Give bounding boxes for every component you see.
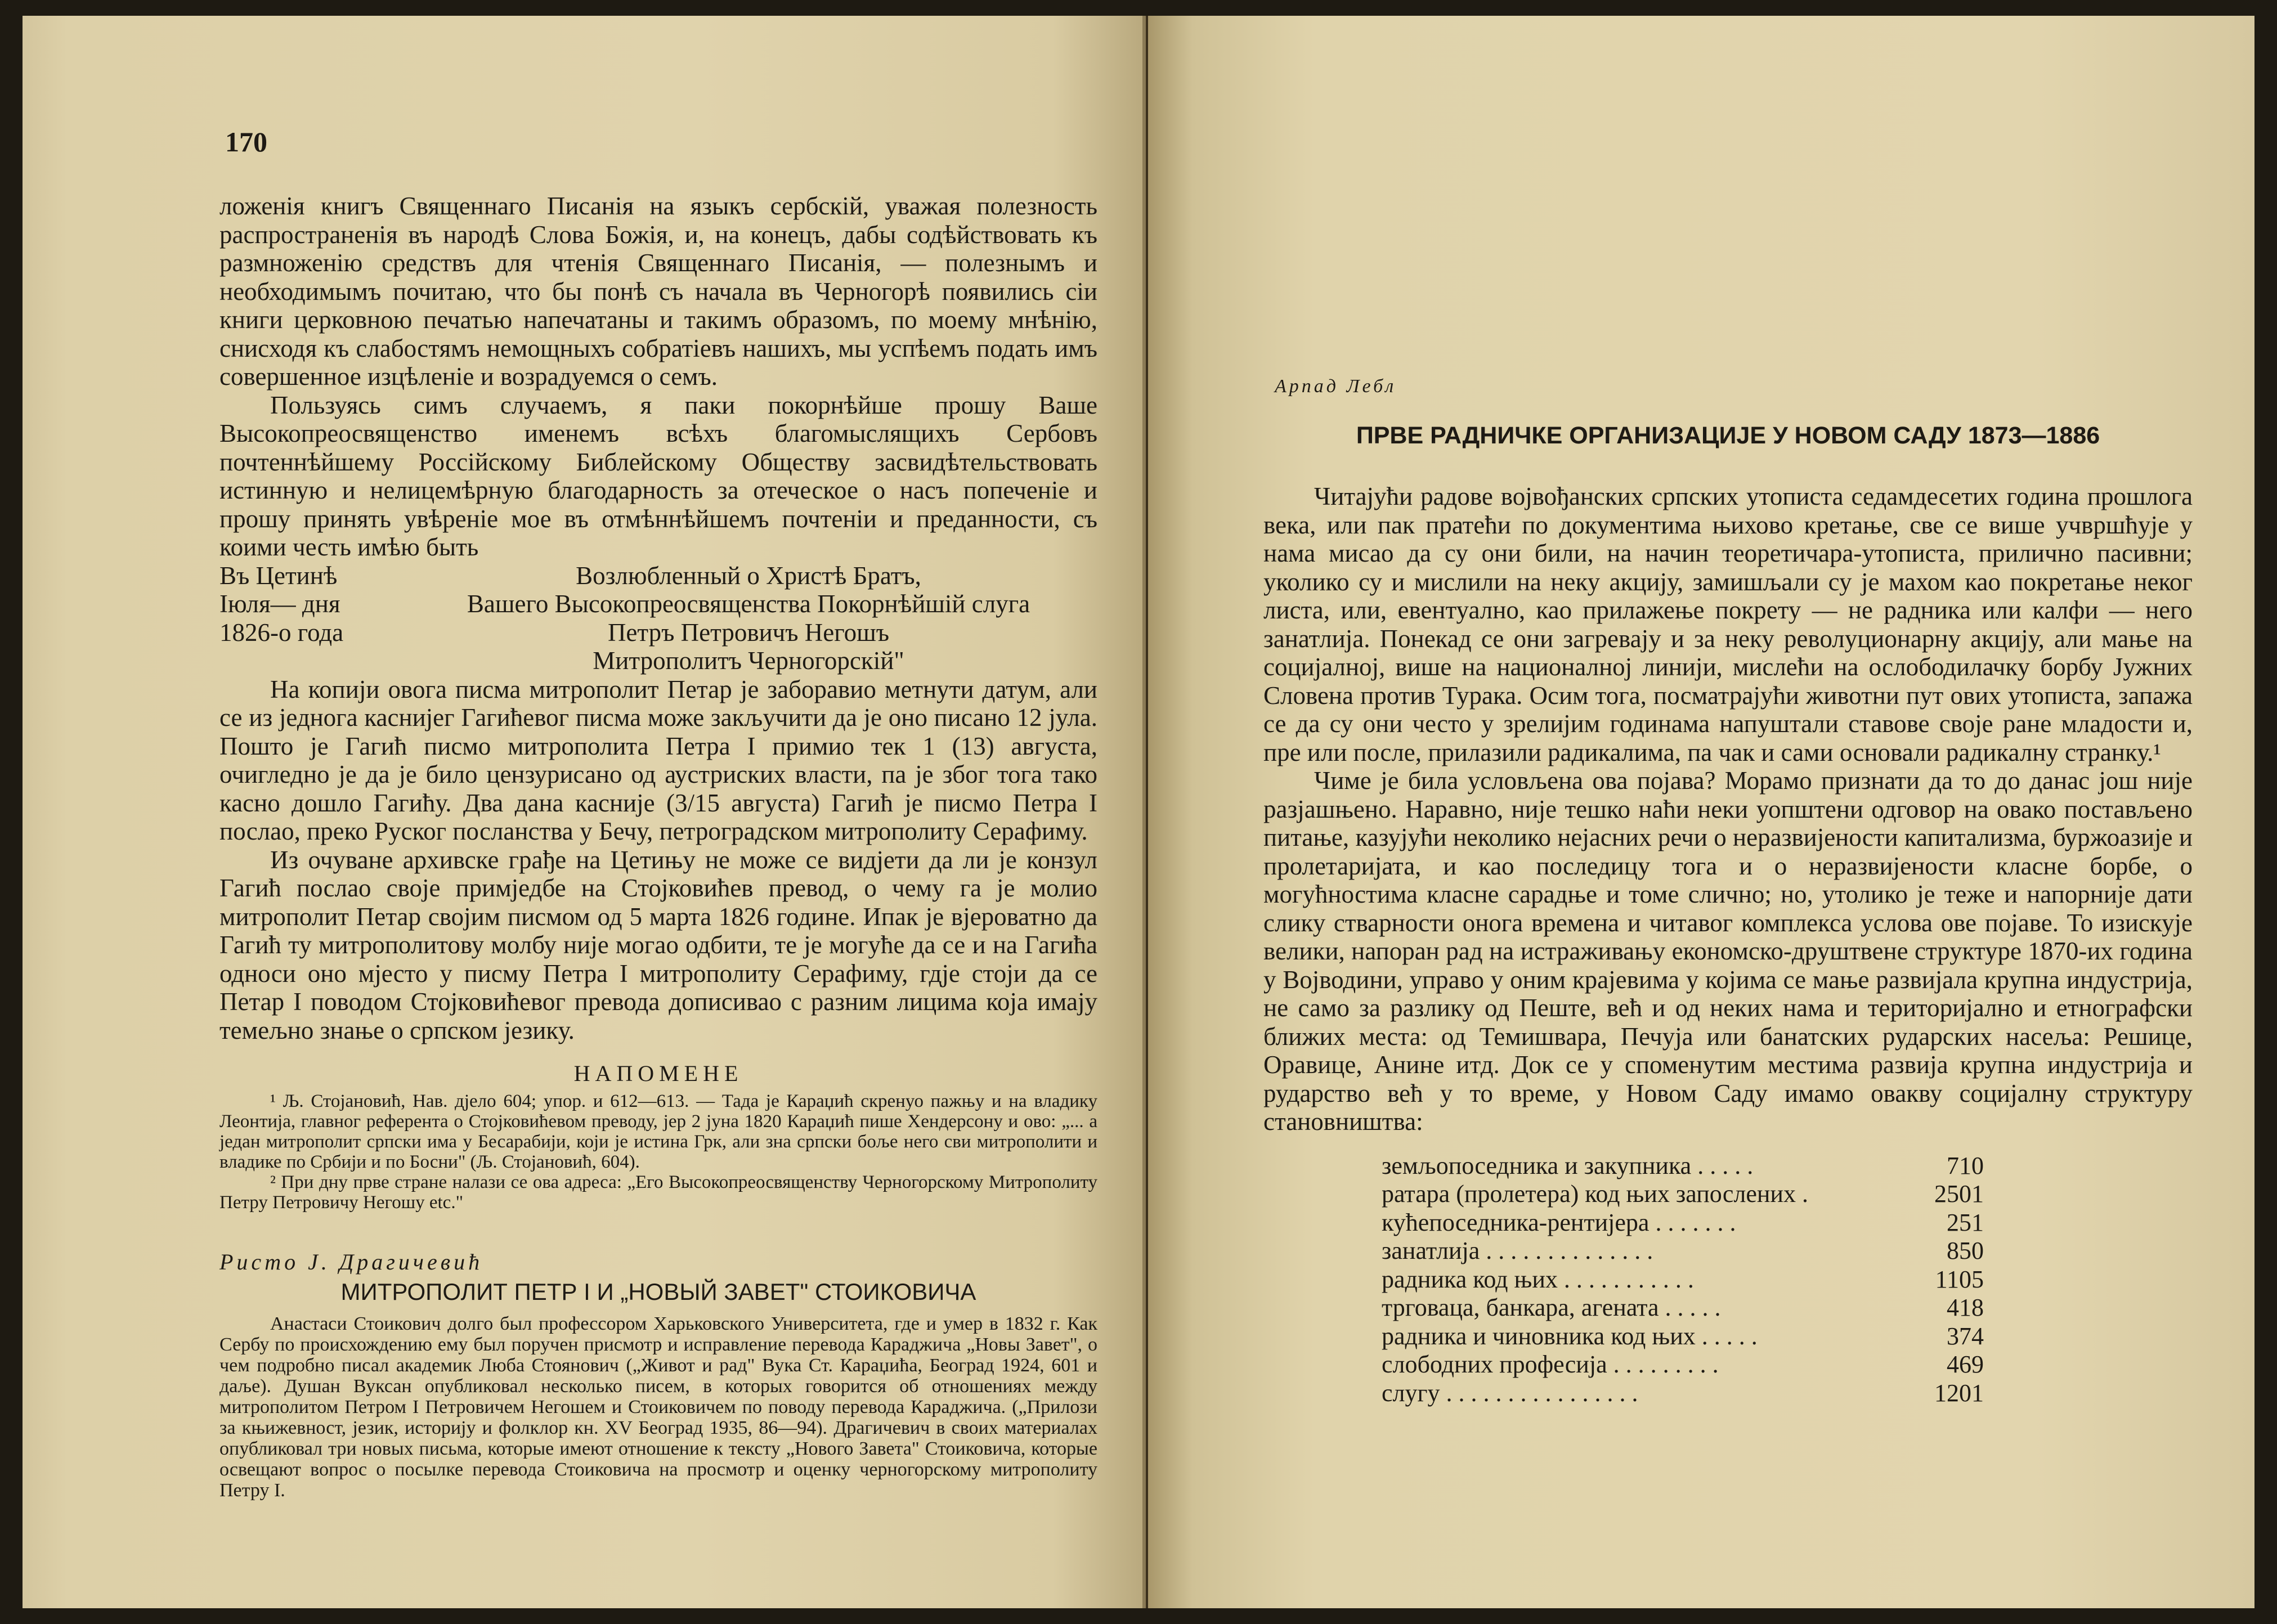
row-label: земљопоседника и закупника . . . . .	[1382, 1151, 1754, 1179]
body-paragraph-2: Из очуване архивске грађе на Цетињу не може се видјети да ли је конзул Гагић послао своје примједбе на Стојковићев превод, о чему га је молио митрополит Петар својим писмом од 5 марта 1826 године. Ипак је вјероватно да Гагић ту митрополитову молбу није могао одбити, те је могуће да се и на Гагића односи оно мјесто у писму Петра I митрополиту Серафиму, гдје стоји да се Петар I поводом Стојковићевог превода дописивао с разним лицима која имају темељно знање о српском језику.	[219, 845, 1097, 1044]
table-row	[1382, 1351, 1984, 1379]
row-label: занатлија . . . . . . . . . . . . . .	[1382, 1237, 1653, 1264]
table-row	[1382, 1180, 1984, 1209]
row-label: слугу . . . . . . . . . . . . . . . .	[1382, 1379, 1638, 1407]
row-value: 2501	[1934, 1180, 1984, 1208]
row-label: радника код њих . . . . . . . . . . .	[1382, 1265, 1694, 1293]
table-row	[1382, 1209, 1984, 1237]
row-value: 1201	[1934, 1379, 1984, 1407]
table-row	[1382, 1237, 1984, 1266]
article-abstract: Анастаси Стоикович долго был профессором Харьковского Университета, где и умер в 1832 г. Как Сербу по происхождению ему был поручен присмотр и исправление перевода Караджича „Новы Завет", о чем подробно писал академик Люба Стоянович („Живот и рад" Вука Ст. Караџића, Београд 1924, 601 и даље). Душан Вуксан опубликовал несколько писем, в которых говорится об отношениях между митрополитом Петром I Петровичем Негошем и Стоиковичем по поводу перевода Караджича. („Прилози за књижевност, језик, историју и фолклор кн. XV Београд 1935, 86—94). Драгичевич в своих материалах опубликовал три новых письма, которые имеют отношение к тексту „Нового Завета" Стоиковича, которые освещают вопрос о посылке перевода Стоиковича на просмотр и оценку черногорскому митрополиту Петру I.	[219, 1313, 1097, 1501]
letter-paragraph-2: Пользуясь симъ случаемъ, я паки покорнѣйше прошу Ваше Высокопреосвященство именемъ всѣхъ благомыслящихъ Сербовъ почтеннѣйшему Россійскому Библейскому Обществу засвидѣтельствовать истинную и нелицемѣрную благодарность за отеческое о насъ попеченіе и прошу принять увѣреніе мое въ отмѣннѣйшемъ почтеніи и преданности, съ коими честь имѣю быть	[219, 391, 1097, 561]
row-value: 710	[1947, 1151, 1984, 1179]
article-title: МИТРОПОЛИТ ПЕТР I И „НОВЫЙ ЗАВЕТ" СТОИКОВИЧА	[340, 1278, 976, 1305]
row-value: 469	[1947, 1351, 1984, 1378]
notes-heading: НАПОМЕНЕ	[573, 1061, 743, 1086]
signature-place-line: Іюля— дня	[219, 590, 340, 618]
signature-line: Петръ Петровичъ Негошъ	[607, 618, 890, 647]
row-label: кућепоседника-рентијера . . . . . . .	[1382, 1208, 1736, 1236]
letter-paragraph-1: ложенія книгъ Священнаго Писанія на языкъ сербскій, уважая полезность распространенія въ народѣ Слова Божія, и, на конецъ, дабы содѣйствовать къ размноженію средствъ для чтенія Священнаго Писанія, — полезнымъ и необходимымъ почитаю, что бы понѣ съ начала въ Черногорѣ появились сіи книги церковною печатью напечатаны и такимъ образомъ, по моему мнѣнію, снисходя къ слабостямъ немощныхъ собратіевъ нашихъ, мы успѣемъ подать имъ совершенное изцѣленіе и возрадуемся о семъ.	[219, 192, 1097, 391]
table-row	[1382, 1152, 1984, 1181]
left-page	[23, 16, 1142, 1608]
row-value: 251	[1947, 1208, 1984, 1236]
table-row	[1382, 1322, 1984, 1351]
table-row	[1382, 1294, 1984, 1322]
table-row	[1382, 1266, 1984, 1294]
row-label: ратара (пролетера) код њих запослених .	[1382, 1180, 1808, 1208]
article-title: ПРВЕ РАДНИЧКЕ ОРГАНИЗАЦИЈЕ У НОВОМ САДУ 1873—1886	[1356, 422, 2100, 449]
signature-line: Вашего Высокопреосвященства Покорнѣйшій слуга	[467, 590, 1030, 618]
signature-line: Возлюбленный о Христѣ Братъ,	[576, 561, 921, 590]
row-label: трговаца, банкара, агената . . . . .	[1382, 1294, 1721, 1321]
row-value: 1105	[1935, 1265, 1984, 1293]
body-paragraph-2: Чиме је била условљена ова појава? Морамо признати да то до данас још није разјашњено. Наравно, није тешко наћи неки уопштени одговор на овако постављено питање, казујући неколико нејасних речи о неразвијености капитализма, буржоазије и пролетаријата, и као последицу тога и о неразвијености класне борбе, о могућностима класне сарадње и томе слично; но, утолико је теже и напорније дати слику стварности онога времена и читавог комплекса услова ове појаве. То изискује велики, напоран рад на истраживању економско-друштвене структуре 1870-их година у Војводини, управо у оним крајевима у којима се мање развијала крупна индустрија, не само за разлику од Пеште, већ и од неких нама и територијално и етнографски ближих места: од Темишвара, Печуја или банатских рударских насеља: Решице, Оравице, Анине итд. Док се у споменутим местима развија крупна индустрија и рударство већ у то време, у Новом Саду имамо овакву социјалну структуру становништва:	[1263, 766, 2193, 1136]
signature-place-line: 1826-о года	[219, 618, 344, 647]
row-label: слободних професија . . . . . . . . .	[1382, 1351, 1719, 1378]
signature-place-line: Въ Цетинѣ	[219, 561, 338, 590]
signature-place	[219, 562, 400, 675]
page-number: 170	[225, 126, 267, 158]
article-author: Ристо Ј. Драгичевић	[219, 1249, 483, 1275]
article-author: Арпад Лебл	[1275, 376, 1397, 397]
row-value: 418	[1947, 1294, 1984, 1321]
right-page	[1148, 16, 2254, 1608]
row-value: 374	[1947, 1322, 1984, 1350]
body-paragraph-1: На копији овога писма митрополит Петар је заборавио метнути датум, али се из једнога каснијег Гагићевог писма може закључити да је оно писано 12 јула. Пошто је Гагић писмо митрополита Петра I примио тек 1 (13) августа, очигледно је да је било цензурисано од аустриских власти, па је због тога тако касно дошло Гагићу. Два дана касније (3/15 августа) Гагић је писмо Петра I послао, преко Руског посланства у Бечу, петроградском митрополиту Серафиму.	[219, 675, 1097, 845]
signature-names	[400, 562, 1097, 675]
signature-line: Митрополитъ Черногорскій"	[593, 647, 904, 675]
row-label: радника и чиновника код њих . . . . .	[1382, 1322, 1758, 1350]
row-value: 850	[1947, 1237, 1984, 1264]
table-row	[1382, 1379, 1984, 1408]
footnote-1: ¹ Љ. Стојановић, Нав. дјело 604; упор. и 612—613. — Тада је Караџић скренуо пажњу и на владику Леонтија, главног референта о Стојковићевом преводу, јер 2 јуна 1820 Караџић пише Хендерсону и ово: „... а један митрополит српски има у Бесарабији, који је истина Грк, али зна српски боље него сви митрополити и владике по Србији и по Босни" (Љ. Стојановић, 604).	[219, 1091, 1097, 1172]
book-spread	[23, 16, 2254, 1608]
letter-signature	[219, 562, 1097, 675]
gutter	[1142, 16, 1146, 1608]
body-paragraph-1: Читајући радове војвођанских српских утописта седамдесетих година прошлога века, или пак пратећи по документима њихово кретање, све се више учвршћује у нама мисао да су они били, на начин теоретичара-утописта, прилично пасивни; уколико су и мислили на неку акцију, замишљали су је махом као покретање неког листа, или, евентуално, као прилажење покрету — не радника или калфи — него занатлија. Понекад се они загревају и за неку револуционарну акцију, али мање на социјалној, више на националној линији, мислећи на ослободилачку борбу Јужних Словена против Турака. Осим тога, посматрајући животни пут ових утописта, запажа се да су они често у зрелијим годинама напуштали ставове своје ране младости и, пре или после, прилазили радикалима, па чак и сами основали радикалну странку.¹	[1263, 482, 2193, 766]
footnote-2: ² При дну прве стране налази се ова адреса: „Его Высокопреосвященству Черногорскому Митрополиту Петру Петровичу Негошу etc."	[219, 1172, 1097, 1213]
population-table	[1382, 1152, 1984, 1408]
